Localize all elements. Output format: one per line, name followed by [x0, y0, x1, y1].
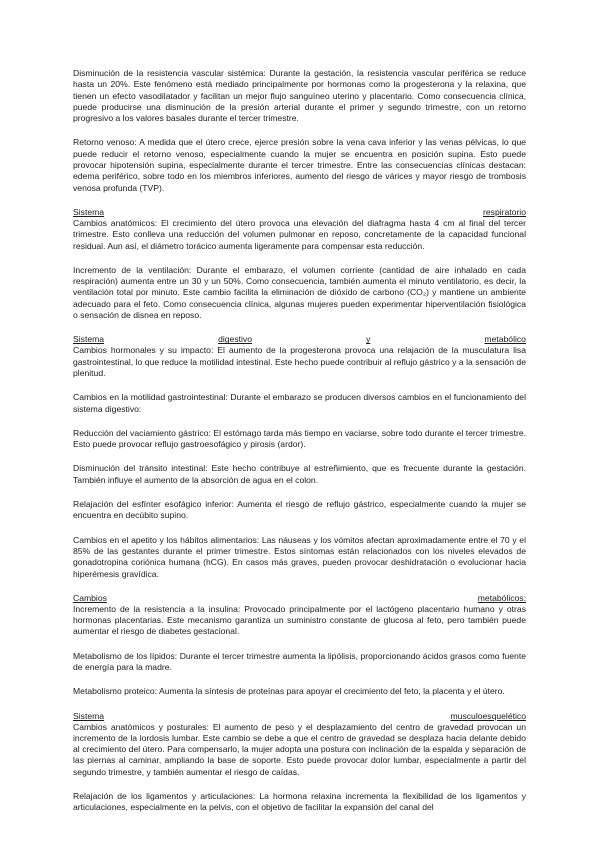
- paragraph-vascular-resistance: Disminución de la resistencia vascular sistémica: Durante la gestación, la resistencia vascular periférica se reduce hasta un 20%. Este fenómeno está mediado principalmente por hormonas como la progesterona y la relaxina, que tienen un efecto vasodilatador y facilitan un mejor flujo sanguíneo uterino y placentario. Como consecuencia clínica, puede producirse una disminución de la presión arterial durante el primer y segundo trimestre, con un retorno progresivo a los valores basales durante el tercer trimestre.: [73, 68, 526, 124]
- paragraph-gastric-emptying: Reducción del vaciamiento gástrico: El estómago tarda más tiempo en vaciarse, sobre todo durante el tercer trimestre. Esto puede provocar reflujo gastroesofágico y pirosis (ardor).: [73, 427, 526, 450]
- heading-word: metabólicos:: [477, 592, 526, 603]
- heading-word: metabólico: [484, 334, 526, 345]
- heading-word: musculoesquelético: [450, 710, 526, 721]
- heading-word: Sistema: [73, 710, 105, 721]
- paragraph-gi-motility: Cambios en la motilidad gastrointestinal: Durante el embarazo se producen diversos cambios en el funcionamiento del sistema digestivo:: [73, 392, 526, 414]
- heading-word: Cambios: [73, 592, 107, 603]
- paragraph-ligaments: Relajación de los ligamentos y articulaciones: La hormona relaxina incrementa la flexibilidad de los ligamentos y articulaciones, especialmente en la pelvis, con el objetivo de facilitar la expansión del canal del: [73, 791, 526, 813]
- paragraph-appetite: Cambios en el apetito y los hábitos alimentarios: Las náuseas y los vómitos afectan aproximadamente entre el 70 y el 85% de las gestantes durante el primer trimestre. Estos síntomas están relacionados con los niveles elevados de gonadotropina coriónica humana (hCG). En casos más graves, pueden provocar deshidratación o evolucionar hacia hiperémesis gravídica.: [73, 534, 526, 579]
- paragraph-ventilation: Incremento de la ventilación: Durante el embarazo, el volumen corriente (cantidad de aire inhalado en cada respiración) aumenta entre un 30 y un 50%. Como consecuencia, también aumenta el minuto ventilatorio, es decir, la ventilación total por minuto. Este cambio facilita la eliminación de dióxido de carbono (CO₂) y mantiene un ambiente adecuado para el feto. Como consecuencia clínica, algunas mujeres pueden experimentar hiperventilación fisiológica o sensación de disnea en reposo.: [73, 264, 526, 321]
- paragraph-posture: Cambios anatómicos y posturales: El aumento de peso y el desplazamiento del centro de gravedad provocan un incremento de la lordosis lumbar. Este cambio se debe a que el centro de gravedad se desplaza hacia delante debido al crecimiento del útero. Para compensarlo, la mujer adopta una postura con inclinación de la espalda y separación de las piernas al caminar, ampliando la base de soporte. Esto puede provocar dolor lumbar, especialmente a partir del segundo trimestre, y también aumentar el riesgo de caídas.: [73, 721, 526, 777]
- paragraph-hormonal-changes: Cambios hormonales y su impacto: El aumento de la progesterona provoca una relajación de la musculatura lisa gastrointestinal, lo que reduce la motilidad intestinal. Este hecho puede contribuir al reflujo gástrico y a la sensación de plenitud.: [73, 345, 526, 378]
- paragraph-lipid-metabolism: Metabolismo de los lípidos: Durante el tercer trimestre aumenta la lipólisis, proporcionando ácidos grasos como fuente de energía para la madre.: [73, 650, 526, 672]
- heading-word: respiratorio: [483, 206, 526, 217]
- heading-respiratory-system: [73, 207, 526, 218]
- paragraph-esophageal-sphincter: Relajación del esfínter esofágico inferior: Aumenta el riesgo de reflujo gástrico, especialmente cuando la mujer se encuentra en decúbito supino.: [73, 499, 526, 521]
- document-page: [73, 68, 526, 827]
- paragraph-venous-return: Retorno venoso: A medida que el útero crece, ejerce presión sobre la vena cava inferior y las venas pélvicas, lo que puede reducir el retorno venoso, especialmente cuando la mujer se encuentra en posición supina. Esto puede provocar hipotensión supina, especialmente durante el tercer trimestre. Entre las consecuencias clínicas destacan: edema periférico, sobre todo en los miembros inferiores, aumento del riesgo de várices y mayor riesgo de trombosis venosa profunda (TVP).: [73, 137, 526, 193]
- heading-musculoskeletal-system: [73, 711, 526, 722]
- heading-word: Sistema: [73, 206, 105, 217]
- heading-word: y: [366, 334, 371, 345]
- paragraph-protein-metabolism: Metabolismo proteico: Aumenta la síntesis de proteínas para apoyar el crecimiento del feto, la placenta y el útero.: [73, 686, 505, 697]
- paragraph-intestinal-transit: Disminución del tránsito intestinal: Este hecho contribuye al estreñimiento, que es frecuente durante la gestación. También influye el aumento de la absorción de agua en el colon.: [73, 463, 526, 485]
- paragraph-anatomical-changes: Cambios anatómicos: El crecimiento del útero provoca una elevación del diafragma hasta 4 cm al final del tercer trimestre. Esto conlleva una reducción del volumen pulmonar en reposo, concretamente de la capacidad funcional residual. Aun así, el diámetro torácico aumenta ligeramente para compensar esta reducción.: [73, 217, 526, 251]
- heading-metabolic-changes: [73, 593, 526, 604]
- heading-digestive-system: [73, 334, 526, 345]
- paragraph-insulin-resistance: Incremento de la resistencia a la insulina: Provocado principalmente por el lactógeno placentario humano y otras hormonas placentarias. Este mecanismo garantiza un suministro constante de glucosa al feto, pero también puede aumentar el riesgo de diabetes gestacional.: [73, 603, 526, 637]
- heading-word: digestivo: [218, 334, 253, 345]
- heading-word: Sistema: [73, 334, 105, 345]
